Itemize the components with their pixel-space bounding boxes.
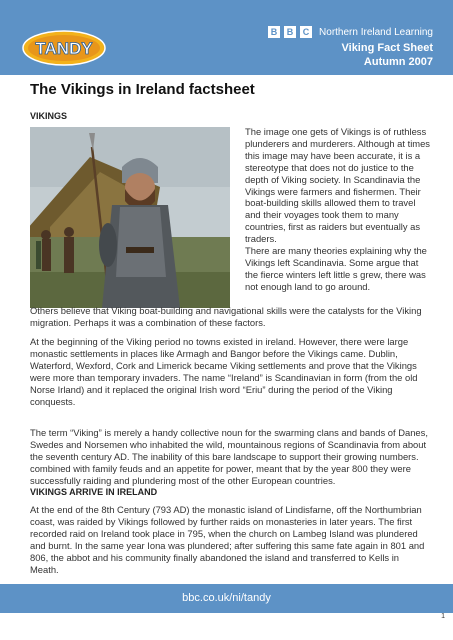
bbc-branding (268, 26, 433, 38)
footer-link[interactable]: bbc.co.uk/ni/tandy (182, 592, 271, 604)
logo-text: TANDY (35, 39, 93, 58)
intro-paragraph: The image one gets of Vikings is of ruthless plunderers and murderers. Although at times this image may have been accurate, it is a stereotype that does not do justice to the depth of Viking society. In Scandinavia the Vikings were farmers and fishermen. Their boat-building skills allowed them to travel and their voyages took them to many countries, first as raiders but eventually as traders. (245, 126, 430, 245)
section-heading-vikings: VIKINGS (30, 111, 68, 121)
sheet-title: Viking Fact Sheet (341, 42, 433, 54)
page-number: 1 (441, 613, 445, 620)
bbc-letter-b1: B (268, 26, 280, 38)
bbc-service-name: Northern Ireland Learning (319, 26, 433, 38)
arrival-paragraph: At the end of the 8th Century (793 AD) the monastic island of Lindisfarne, off the Northumbrian coast, was raided by Vikings followed by further raids on monasteries in later years. The first recorded raid on Ireland took place in 795, when the church on Lambeg Island was plundered and burnt. In the same year Iona was plundered; after suffering this same fate again in 801 and 806, the abbot and his community finally abandoned the island and transferred to Kells in Meath. (30, 504, 425, 575)
section-heading-arrival: VIKINGS ARRIVE IN IRELAND (30, 487, 158, 497)
bbc-letter-b2: B (284, 26, 296, 38)
bbc-letter-c: C (300, 26, 312, 38)
page-title: The Vikings in Ireland factsheet (30, 81, 255, 98)
settlements-paragraph: At the beginning of the Viking period no towns existed in ireland. However, there were large monastic settlements in places like Armagh and Bangor before the Vikings came. Dublin, Waterford, Wexford, Cork and Limerick became Viking settlements and prove that the Vikings were more than temporary invaders. The name “Ireland” is Scandinavian in form (from the old Norse Irland) and it replaced the original Irish word “Eriu” during the period of the Viking conquests. (30, 336, 418, 407)
theories-paragraph: There are many theories explaining why the Vikings left Scandinavia. Some argue that the fierce winters left little s grew, there was not enough land to go around. (245, 245, 427, 292)
viking-term-paragraph: The term “Viking” is merely a handy collective noun for the swarming clans and bands of Danes, Swedes and Norsemen who inhabited the wild, mountainous regions of Scandinavia from about the seventh century AD. The inability of this bare landscape to support their growing numbers. combined with family feuds and an appetite for power, meant that by the year 800 they were successfully raiding and plundering most of the other European countries. (30, 427, 428, 486)
tandy-logo[interactable] (22, 30, 106, 66)
viking-warrior-photo (30, 127, 230, 308)
migration-paragraph: Others believe that Viking boat-building and navigational skills were the catalysts for the Viking migration. Perhaps it was a combination of these factors. (30, 305, 422, 328)
sheet-subtitle: Autumn 2007 (363, 56, 433, 68)
footer-banner (0, 584, 453, 613)
header-banner (0, 0, 453, 75)
